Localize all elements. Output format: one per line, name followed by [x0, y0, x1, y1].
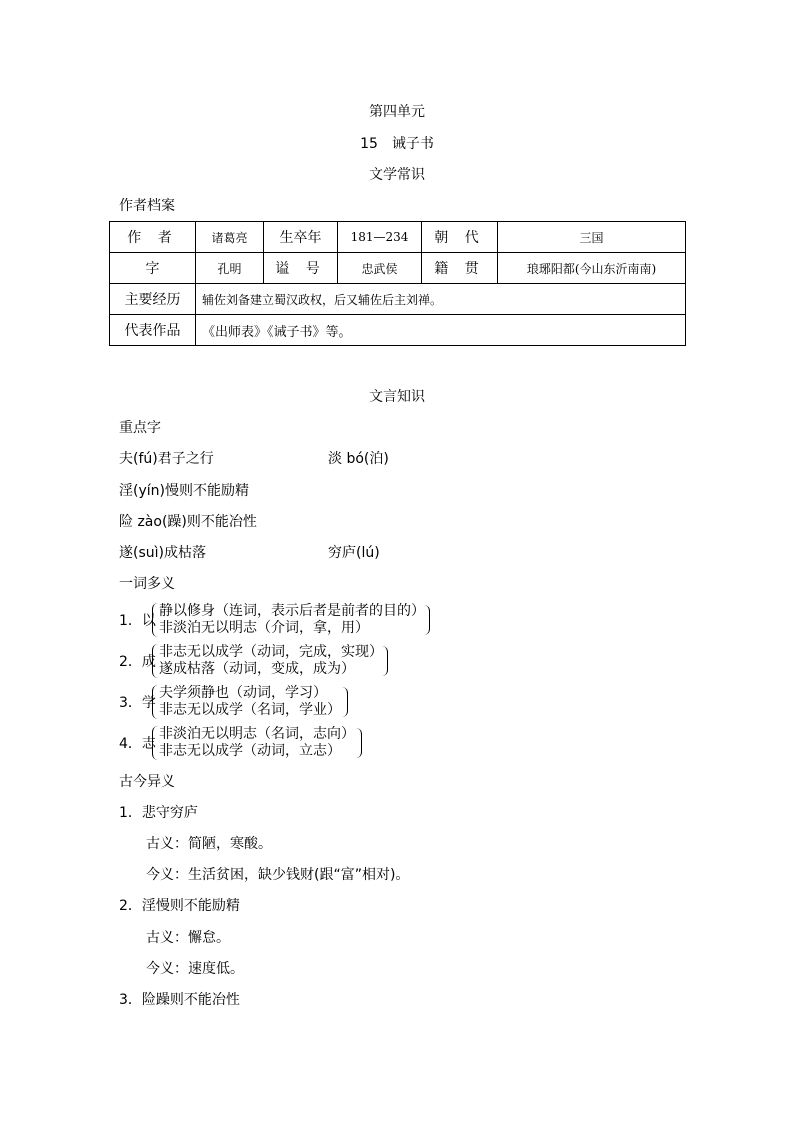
polysemy-sentence: 夫学须静也（动词，学习） [159, 685, 327, 701]
table-row [110, 315, 686, 346]
gujin-item-title: 2．淫慢则不能励精 [119, 898, 240, 914]
value-author: 诸葛亮 [196, 222, 264, 253]
label-experience: 主要经历 [110, 284, 196, 315]
gujin-ancient-meaning: 古义：简陋，寒酸。 [146, 836, 272, 852]
polysemy-sentence: 静以修身（连词，表示后者是前者的目的） [159, 603, 425, 619]
gujin-ancient-meaning: 古义：懈怠。 [146, 930, 230, 946]
author-profile-heading: 作者档案 [119, 198, 175, 214]
key-chars-heading: 重点字 [119, 420, 161, 436]
value-works: 《出师表》《诫子书》等。 [196, 315, 686, 346]
label-lifespan: 生卒年 [264, 222, 338, 253]
author-profile-table [109, 221, 686, 346]
gujin-modern-meaning: 今义：生活贫困，缺少钱财(跟“富”相对)。 [146, 867, 410, 883]
brace-right [356, 728, 362, 758]
brace-left [152, 685, 159, 719]
polysemy-sentence: 遂成枯落（动词，变成，成为） [159, 661, 355, 677]
label-author: 作 者 [110, 222, 196, 253]
gujin-heading: 古今异义 [119, 774, 175, 790]
label-hometown: 籍 贯 [422, 253, 498, 284]
value-dynasty: 三国 [498, 222, 686, 253]
key-char-item: 穷庐(lú) [328, 545, 380, 561]
key-char-item: 险 zào(躁)则不能冶性 [119, 514, 257, 530]
table-row [110, 284, 686, 315]
label-courtesy-name: 字 [110, 253, 196, 284]
gujin-item-title: 1．悲守穷庐 [119, 805, 198, 821]
lesson-title: 15 诫子书 [360, 136, 434, 152]
key-char-item: 夫(fú)君子之行 [119, 451, 214, 467]
key-char-item: 遂(suì)成枯落 [119, 545, 206, 561]
brace-right [342, 687, 348, 717]
polysemy-number: 2．成 [119, 654, 156, 670]
value-posthumous-title: 忠武侯 [338, 253, 422, 284]
value-experience: 辅佐刘备建立蜀汉政权，后又辅佐后主刘禅。 [196, 284, 686, 315]
table-row [110, 222, 686, 253]
gujin-item-title: 3．险躁则不能冶性 [119, 992, 240, 1008]
key-char-item: 淡 bó(泊) [328, 451, 389, 467]
label-dynasty: 朝 代 [422, 222, 498, 253]
brace-left [152, 726, 159, 760]
gujin-modern-meaning: 今义：速度低。 [146, 961, 244, 977]
polysemy-sentence: 非淡泊无以明志（介词，拿，用） [159, 620, 369, 636]
polysemy-number: 4．志 [119, 736, 156, 752]
value-hometown: 琅琊阳都(今山东沂南南) [498, 253, 686, 284]
brace-right [382, 646, 388, 676]
brace-right [424, 605, 430, 635]
table-row [110, 253, 686, 284]
polysemy-sentence: 非志无以成学（动词，完成，实现） [159, 644, 383, 660]
polysemy-number: 1．以 [119, 613, 156, 629]
key-char-item: 淫(yín)慢则不能励精 [119, 483, 249, 499]
section-heading-literature: 文学常识 [369, 167, 425, 183]
polysemy-number: 3．学 [119, 695, 156, 711]
label-posthumous-title: 谥 号 [264, 253, 338, 284]
label-works: 代表作品 [110, 315, 196, 346]
unit-title: 第四单元 [369, 104, 425, 120]
polysemy-heading: 一词多义 [119, 576, 175, 592]
value-courtesy-name: 孔明 [196, 253, 264, 284]
section-heading-classical: 文言知识 [369, 389, 425, 405]
value-lifespan: 181—234 [338, 222, 422, 253]
brace-left [152, 644, 159, 678]
brace-left [152, 603, 159, 637]
polysemy-sentence: 非志无以成学（名词，学业） [159, 702, 341, 718]
polysemy-sentence: 非淡泊无以明志（名词，志向） [159, 726, 355, 742]
polysemy-sentence: 非志无以成学（动词，立志） [159, 743, 341, 759]
